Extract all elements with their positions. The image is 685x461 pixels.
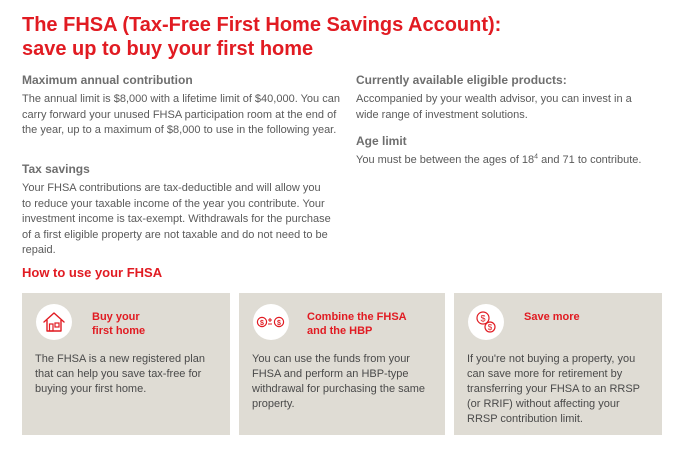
card-buy-home-title	[92, 310, 192, 338]
card-save-more-title	[524, 310, 624, 324]
card-save-more	[454, 293, 662, 435]
page-title	[22, 13, 662, 61]
card-combine-hbp-title-line-1: Combine the FHSA	[307, 311, 407, 323]
svg-text:$: $	[260, 319, 264, 327]
card-combine-hbp-title-line-2: and the HBP	[307, 325, 373, 337]
title-line-1: The FHSA (Tax-Free First Home Savings Account):	[22, 14, 502, 36]
how-to-heading: How to use your FHSA	[22, 265, 163, 280]
tax-savings-text: Your FHSA contributions are tax-deductible and will allow you to reduce your taxable income of the year you contribute. Your investment income is tax-exempt. Withdrawals for the purchase of a first eligible property are not taxable and do not need to be repaid.	[22, 182, 331, 256]
svg-text:$: $	[277, 319, 281, 327]
card-buy-home-text: The FHSA is a new registered plan that can help you save tax-free for buying your first home.	[35, 353, 205, 395]
card-combine-hbp-title	[307, 310, 417, 338]
age-limit-section	[356, 134, 656, 169]
card-combine-hbp	[239, 293, 445, 435]
card-buy-home	[22, 293, 230, 435]
card-combine-hbp-text: You can use the funds from your FHSA and perform an HBP-type withdrawal for purchasing the same property.	[252, 353, 426, 410]
eligible-products-heading: Currently available eligible products:	[356, 73, 567, 87]
age-limit-heading: Age limit	[356, 134, 407, 148]
age-limit-text-end: and 71 to contribute.	[538, 154, 642, 166]
card-buy-home-title-line-2: first home	[92, 325, 146, 337]
house-icon	[36, 304, 72, 340]
age-limit-text	[356, 153, 656, 169]
max-contribution-text: The annual limit is $8,000 with a lifetime limit of $40,000. You can carry forward your unused FHSA participation room at the end of the year, up to a maximum of $8,000 to use in the following year.	[22, 93, 340, 136]
coins-icon	[468, 304, 504, 340]
card-save-more-text: If you're not buying a property, you can save more for retirement by transferring your FHSA to an RRSP (or RRIF) without affecting your RRSP contribution limit.	[467, 353, 640, 425]
eligible-products-section	[356, 73, 656, 123]
tax-savings-section	[22, 162, 332, 259]
title-line-2: save up to buy your first home	[22, 38, 314, 60]
svg-text:$: $	[480, 313, 486, 324]
tax-savings-heading: Tax savings	[22, 162, 90, 176]
exchange-icon	[253, 304, 289, 340]
card-save-more-title-line-1: Save more	[524, 311, 580, 323]
eligible-products-text: Accompanied by your wealth advisor, you can invest in a wide range of investment solutions.	[356, 93, 632, 121]
footnote-marker: 4	[534, 153, 539, 161]
card-buy-home-title-line-1: Buy your	[92, 311, 140, 323]
age-limit-text-start: You must be between the ages of 18	[356, 154, 535, 166]
svg-text:$: $	[487, 323, 493, 332]
max-contribution-heading: Maximum annual contribution	[22, 73, 193, 87]
max-contribution-section	[22, 73, 340, 139]
